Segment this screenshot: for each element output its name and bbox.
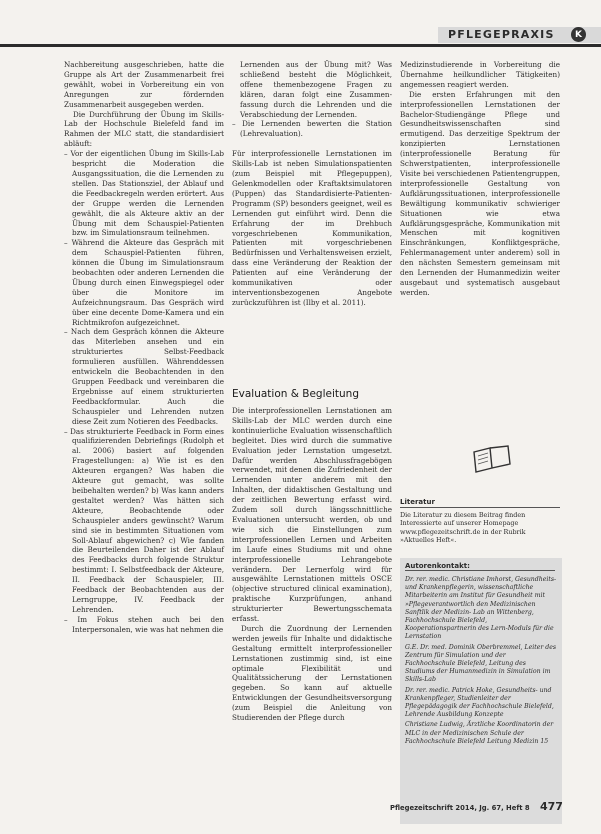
column-2 [232, 60, 392, 308]
list-item: – Vor der eigentlichen Übung im Skills-Lab bespricht die Moderation die Ausgangssituation, die die Lernenden zu stellen. Das Stationsziel, der Ablauf und die Feedbackregeln werden erörtert. Aus der Gruppe werden die Lernenden gewählt, die als Akteure aktiv an der Übung mit dem Schauspiel-Patienten bzw. im Simulationsraum teilnehmen. [64, 149, 224, 238]
column-3-paragraph-2: Die ersten Erfahrungen mit den interprofessionellen Lernstationen der Bachelor-Studiengänge Pflege und Gesundheitswissenschaften sind ermutigend. Das derzeitige Spektrum der konzipierten Lernstationen (interprofessionelle Beratung für Schwerstpatienten, interprofessionelle Visite bei verschiedenen Patientengruppen, interprofessionelle Gestaltung von Aufklärungssituationen, interprofessionelle Bewältigung kommunikativ schwieriger Situationen wie etwa Aufklärungsgespräche, Kommunikation mit Menschen mit kognitiven Einschränkungen, Konfliktgespräche, Fehlermanagement unter anderem) soll in den nächsten Semestern gemeinsam mit den Lernenden der Humanmedizin weiter ausgebaut und systematisch ausgebaut werden. [400, 89, 560, 297]
column-1 [64, 60, 224, 635]
contact-entry: Dr. rer. medic. Patrick Hoke, Gesundheits- und Krankenpfleger, Studienleiter der Pflegepädagogik der Fachhochschule Bielefeld, Lehrende Ausbildung Konzepte [405, 686, 554, 719]
section-title: PFLEGEPRAXIS [448, 28, 555, 41]
column-2-paragraph-1: Für interprofessionelle Lernstationen im Skills-Lab ist neben Simulationspatienten (zum Beispiel mit Pflegepuppen), Gelenkmodellen oder Kraftaktsimulatoren (Puppen) das Standardisierte-Patienten-Programm (SP) besonders geeignet, weil es Lernenden gut einführt wird. Denn die Erfahrung der im Drehbuch vorgeschriebenen Kommunikation, Patienten mit vorgeschriebenen Bedürfnissen und Verhaltensweisen erzielt, dass eine Veränderung der Reaktion der Patienten auf eine Veränderung der kommunikativen oder interventionsbezogenen Angebote zurückzuführen ist (Ilby et al. 2011). [232, 149, 392, 307]
contact-entry: Dr. rer. medic. Christiane Imhorst, Gesundheits- und Krankenpflegerin, wissenschaftliche Mitarbeiterin am Institut für Gesundheit mit »Pflegeverantwortlich den Medizinischen Sanftlik der Medizin- Lab an Wittenberg, Fachhochschule Bielefeld, Kooperationspartnerin des Lern-Moduls für die Lernstation [405, 576, 557, 641]
column-3 [400, 60, 560, 298]
literature-text: Die Literatur zu diesem Beitrag finden Interessierte auf unserer Homepage www.pflegezeitschrift.de in der Rubrik »Aktuelles Heft«. [400, 511, 526, 545]
column-2-paragraph-3: Durch die Zuordnung der Lernenden werden jeweils für Inhalte und didaktische Gestaltung ermittelt interprofessioneller Lernstationen zustimmig sind, ist eine optimale Flexibilität und Qualitätssicherung der Lernstationen gegeben. So kann auf aktuelle Entwicklungen der Gesundheitsversorgung (zum Beispiel die Anleitung von Studierenden der Pflege durch [232, 623, 392, 723]
section-mark-icon: K [571, 27, 586, 42]
contact-heading: Autorenkontakt: [405, 562, 555, 571]
literature-label: Literatur [400, 498, 560, 508]
list-item: – Nach dem Gespräch können die Akteure das Miterleben ansehen und ein strukturiertes Selbst-Feedback formulieren ausfüllen. Währenddessen entwickeln die Beobachtenden in den Gruppen Feedback und vereinbaren die Ergebnisse auf einem strukturierten Feedbackformular. Auch die Schauspieler und Lehrenden nutzen diese Zeit zum Notieren des Feedbacks. [64, 327, 224, 426]
column-1-paragraph: Die Durchführung der Übung im Skills-Lab der Hochschule Bielefeld fand im Rahmen der MLC statt, die standardisiert abläuft: [64, 109, 225, 149]
list-item: – Die Lernenden bewerten die Station (Lehrevaluation). [232, 119, 392, 139]
section-heading: Evaluation & Begleitung [232, 388, 359, 400]
column-2-paragraph-2: Die interprofessionellen Lernstationen am Skills-Lab der MLC werden durch eine kontinuierliche Evaluation wissenschaftlich begleitet. Dies wird durch die summative Evaluation jeder Lernstation umgesetzt. Dafür werden Abschlussfragebögen verwendet, mit denen die Zufriedenheit der Lernenden unter anderem mit den Inhalten, der didaktischen Gestaltung und der zeitlichen Bewertung erfasst wird. Zudem soll durch längsschnittliche Evaluationen untersucht werden, ob und wie sich die Einstellungen zum interprofessionellen Lernen und Arbeiten im Laufe eines Studiums mit und ohne interprofessionelle Lehrangebote verändern. Der Lernerfolg wird für ausgewählte Lernstationen mittels OSCE (objective structured clinical examination), praktische Kurzprüfungen, anhand strukturierter Bewertungsschemata erfasst. [232, 406, 392, 624]
book-icon [470, 444, 514, 474]
column-2-lower [232, 406, 392, 723]
list-item: – Das strukturierte Feedback in Form eines qualifizierenden Debriefings (Rudolph et al. 2006) basiert auf folgenden Fragestellungen: a) Wie ist es den Akteuren ergangen? Was haben die Akteure gut gemacht, was sollte beibehalten werden? b) Was kann anders gestaltet werden? Was hätten sich Akteure, Beobachtende oder Schauspieler anders gewünscht? Warum sind sie in bestimmten Situationen vom Soll-Ablauf abgewichen? c) Wie fanden die Beurteilenden Daher ist der Ablauf des Feedbacks durch folgende Struktur bestimmt: I. Selbstfeedback der Akteure, II. Feedback der Schauspieler, III. Feedback der Beobachtenden aus der Lerngruppe, IV. Feedback der Lehrenden. [64, 426, 224, 614]
column-3-paragraph-1: Medizinstudierende in Vorbereitung die Übernahme heilkundlicher Tätigkeiten) angemessen reagiert werden. [400, 60, 560, 89]
list-item: – Im Fokus stehen auch bei den Interpersonalen, wie was hat nehmen die [64, 614, 224, 634]
list-item: – Während die Akteure das Gespräch mit dem Schauspiel-Patienten führen, können die Übung im Simulationsraum beobachten oder anderen Lernenden die Übung durch einen Einwegspiegel oder über die Monitore im Aufzeichnungsraum. Das Gespräch wird über eine decente Dome-Kamera und ein Richtmikrofon aufgezeichnet. [64, 238, 224, 327]
column-2-continuation: Lernenden aus der Übung mit? Was schließend besteht die Möglichkeit, offene themenbezogene Fragen zu klären, daran folgt eine Zusammen- fassung durch die Lehrenden und die Verabschiedung der Lernenden. [240, 60, 392, 119]
column-1-intro: Nachbereitung ausgeschrieben, hatte die Gruppe als Art der Zusammenarbeit frei gewählt, wobei in Vorbereitung ein von Anregungen zur fördernden Zusammenarbeit ausgegeben werden. [64, 60, 224, 109]
page-number: 477 [540, 800, 563, 813]
contact-body [405, 576, 557, 748]
header-divider [0, 44, 601, 47]
contact-entry: G.E. Dr. med. Dominik Oberbremmel, Leiter des Zentrum für Simulation und der Fachhochschule Bielefeld, Leitung des Studiums der Humanmedizin in Simulation im Skills-Lab [405, 643, 557, 684]
journal-footer: Pflegezeitschrift 2014, Jg. 67, Heft 8 [390, 804, 530, 812]
contact-entry: Christiane Ludwig, Ärztliche Koordinatorin der MLC in der Medizinischen Schule der Fachhochschule Bielefeld Leitung Medizin 15 [405, 721, 554, 745]
